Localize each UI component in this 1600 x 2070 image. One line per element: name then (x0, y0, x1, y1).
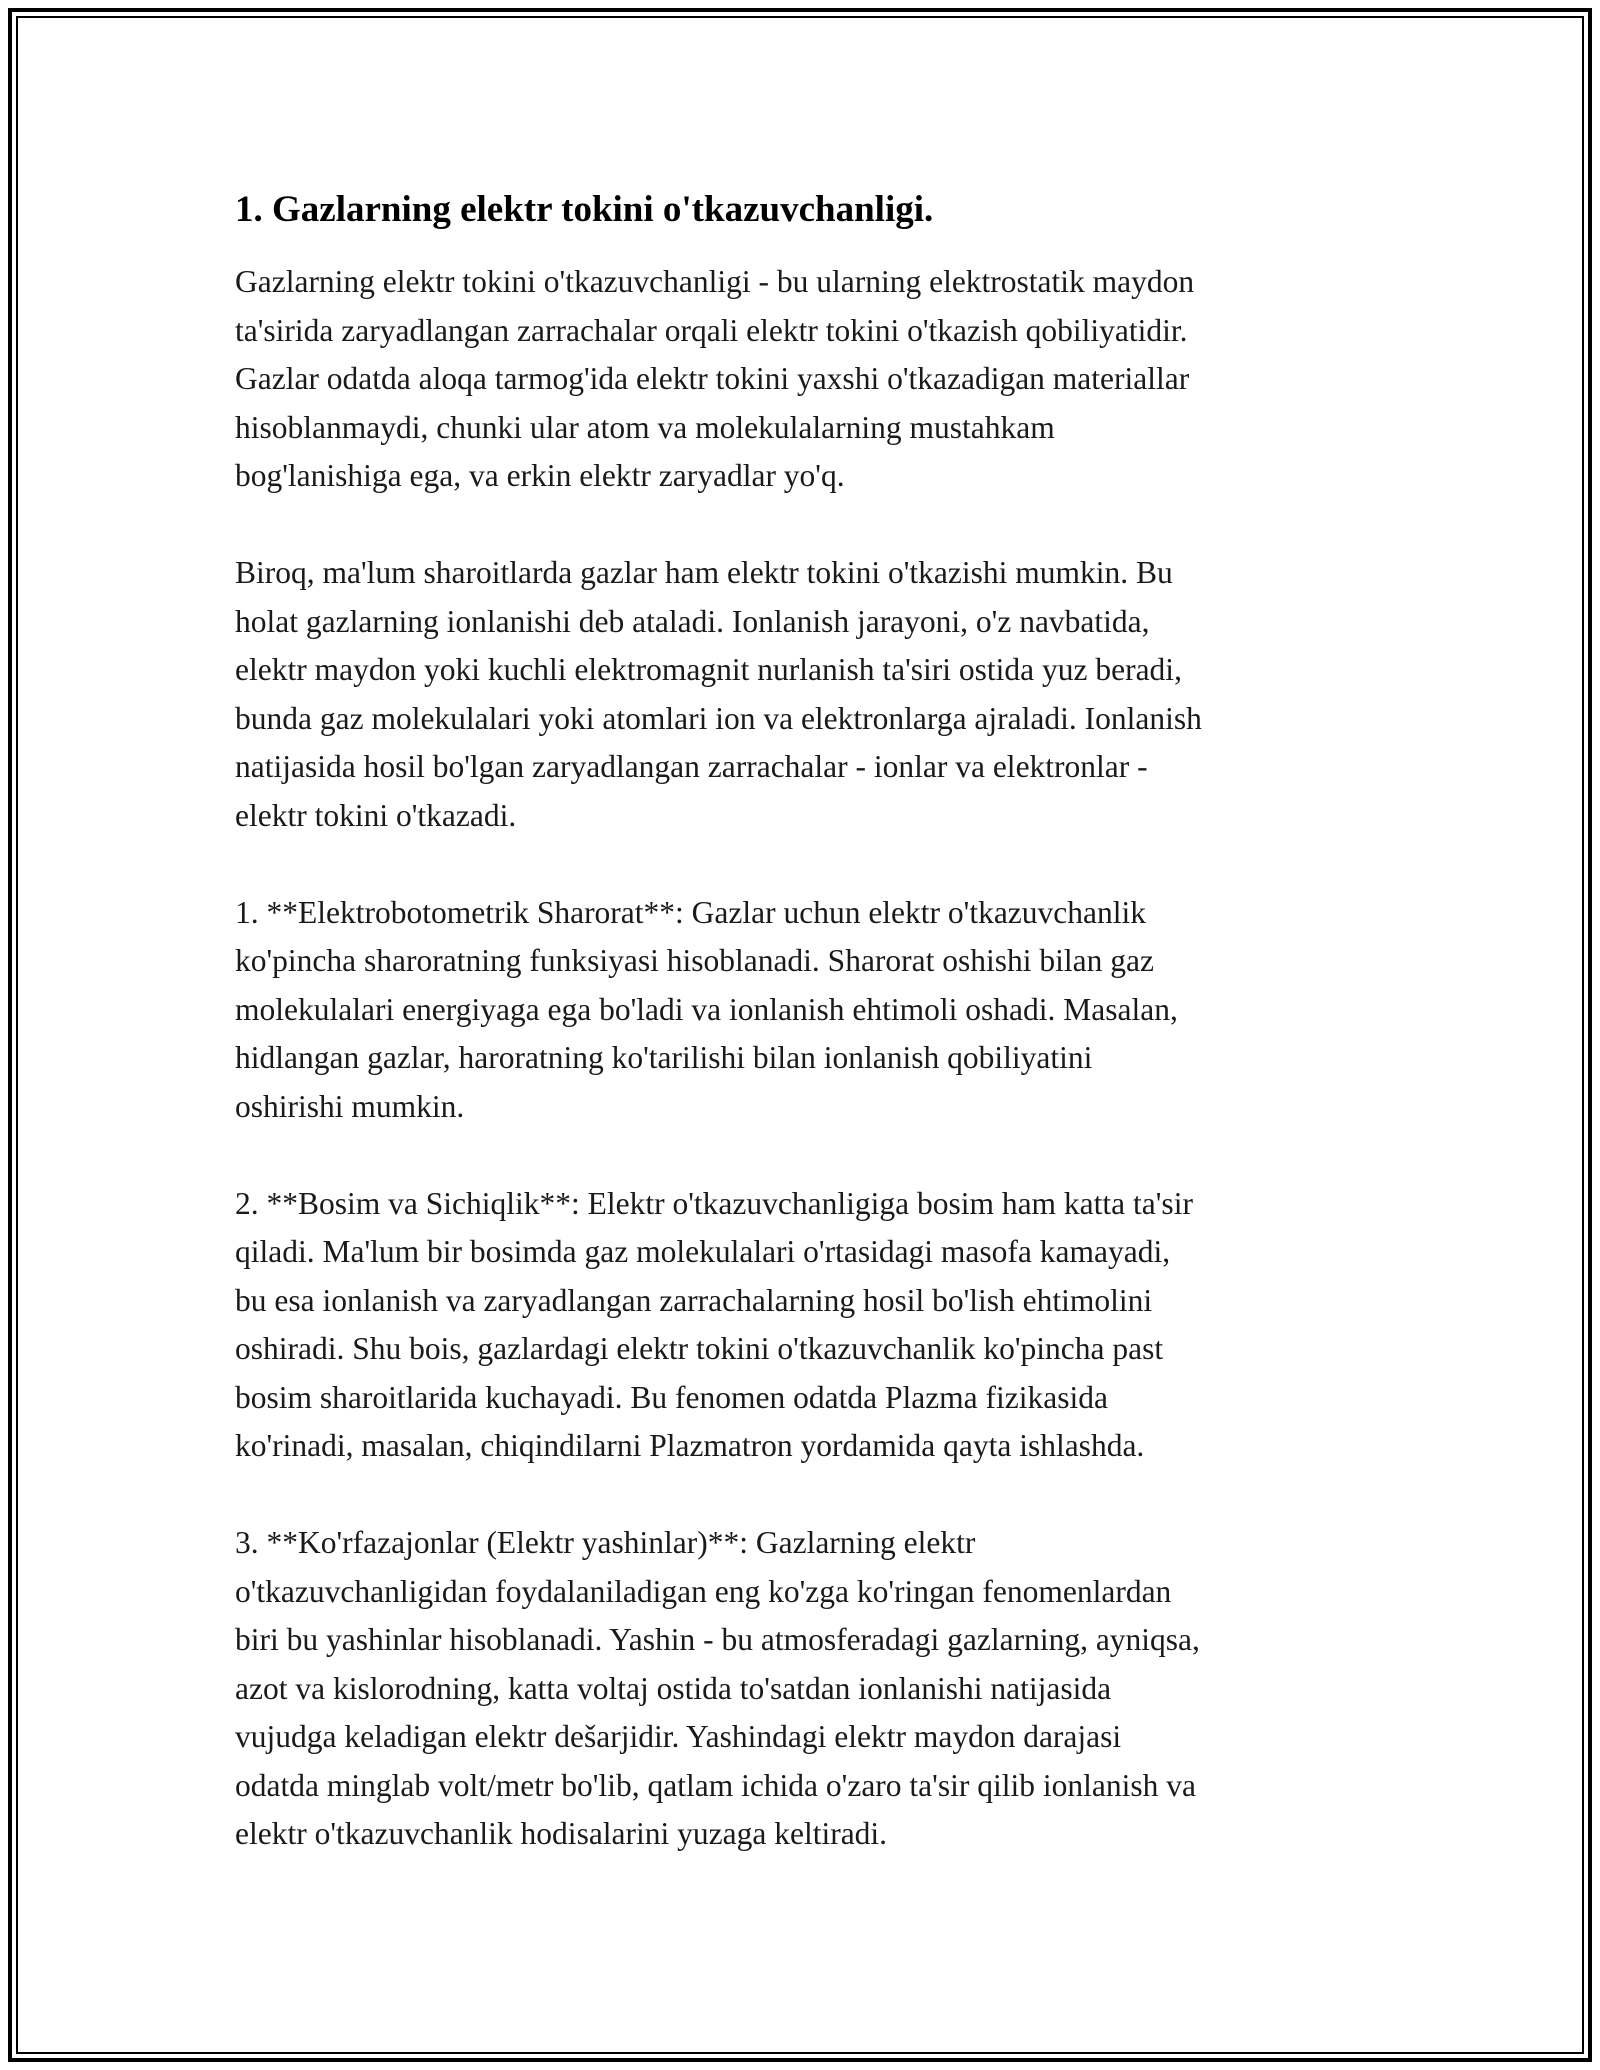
paragraph-point-1: 1. **Elektrobotometrik Sharorat**: Gazlar uchun elektr o'tkazuvchanlik ko'pincha sharoratning funksiyasi hisoblanadi. Sharorat oshishi bilan gaz molekulalari energiyaga ega bo'ladi va ionlanish ehtimoli oshadi. Masalan, hidlangan gazlar, haroratning ko'tarilishi bilan ionlanish qobiliyatini oshirishi mumkin. (235, 894, 1178, 1124)
document-body (235, 186, 1385, 1907)
paragraph-point-2: 2. **Bosim va Sichiqlik**: Elektr o'tkazuvchanligiga bosim ham katta ta'sir qiladi. Ma'lum bir bosimda gaz molekulalari o'rtasidagi masofa kamayadi, bu esa ionlanish va zaryadlangan zarrachalarning hosil bo'lish ehtimolini oshiradi. Shu bois, gazlardagi elektr tokini o'tkazuvchanlik ko'pincha past bosim sharoitlarida kuchayadi. Bu fenomen odatda Plazma fizikasida ko'rinadi, masalan, chiqindilarni Plazmatron yordamida qayta ishlashda. (235, 1185, 1193, 1463)
paragraph-intro: Gazlarning elektr tokini o'tkazuvchanligi - bu ularning elektrostatik maydon ta'sirida zaryadlangan zarrachalar orqali elektr tokini o'tkazish qobiliyatidir. Gazlar odatda aloqa tarmog'ida elektr tokini yaxshi o'tkazadigan materiallar hisoblanmaydi, chunki ular atom va molekulalarning mustahkam bog'lanishiga ega, va erkin elektr zaryadlar yo'q. (235, 264, 1195, 493)
document-title: 1. Gazlarning elektr tokini o'tkazuvchanligi. (235, 189, 934, 230)
paragraph-ionization: Biroq, ma'lum sharoitlarda gazlar ham elektr tokini o'tkazishi mumkin. Bu holat gazlarning ionlanishi deb ataladi. Ionlanish jarayoni, o'z navbatida, elektr maydon yoki kuchli elektromagnit nurlanish ta'siri ostida yuz beradi, bunda gaz molekulalari yoki atomlari ion va elektronlarga ajraladi. Ionlanish natijasida hosil bo'lgan zaryadlangan zarrachalar - ionlar va elektronlar - elektr tokini o'tkazadi. (235, 555, 1202, 833)
paragraph-point-3: 3. **Ko'rfazajonlar (Elektr yashinlar)**: Gazlarning elektr o'tkazuvchanligidan foydalaniladigan eng ko'zga ko'ringan fenomenlardan biri bu yashinlar hisoblanadi. Yashin - bu atmosferadagi gazlarning, ayniqsa, azot va kislorodning, katta voltaj ostida to'satdan ionlanishi natijasida vujudga keladigan elektr dešarjidir. Yashindagi elektr maydon darajasi odatda minglab volt/metr bo'lib, qatlam ichida o'zaro ta'sir qilib ionlanish va elektr o'tkazuvchanlik hodisalarini yuzaga keltiradi. (235, 1525, 1200, 1851)
